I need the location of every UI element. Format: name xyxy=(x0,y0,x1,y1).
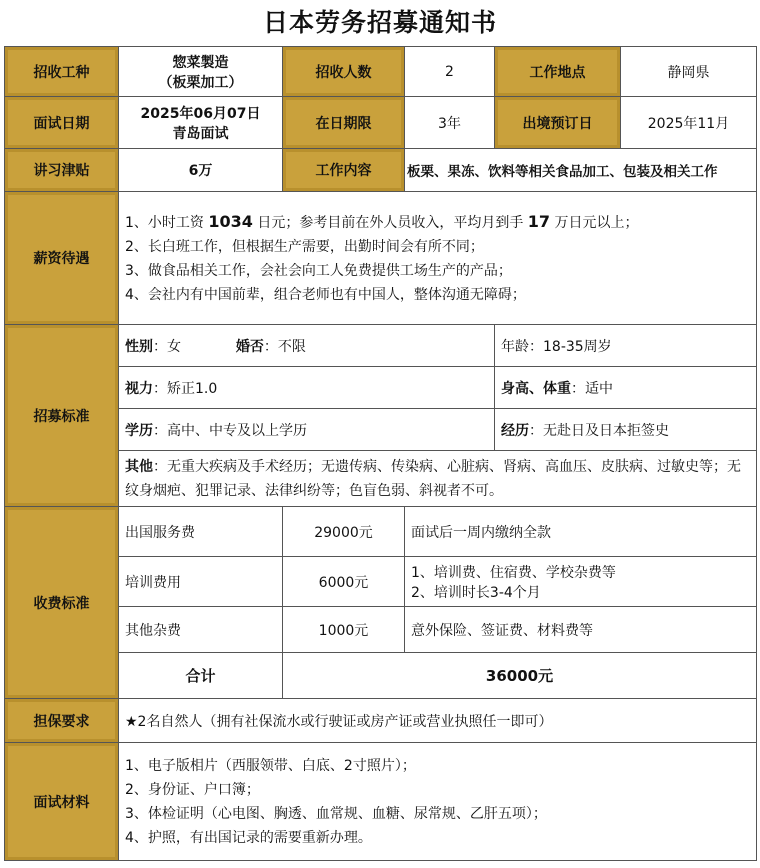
age-cell: 年龄：18-35周岁 xyxy=(495,325,757,367)
vision-cell: 视力：矫正1.0 xyxy=(119,367,495,409)
fee-note: 面试后一周内缴纳全款 xyxy=(405,507,757,557)
job-info-row xyxy=(5,47,757,97)
materials-line-1: 1、电子版相片（西服领带、白底、2寸照片）； xyxy=(125,757,416,774)
materials-list xyxy=(119,743,757,861)
fee-total-value: 36000元 xyxy=(283,653,757,699)
fee-amount: 1000元 xyxy=(283,607,405,653)
gender-marital-cell: 性别：女 婚否：不限 xyxy=(119,325,495,367)
departure-value: 2025年11月 xyxy=(621,97,757,149)
fee-amount: 6000元 xyxy=(283,557,405,607)
salary-line-1: 1、小时工资 1034 日元；参考目前在外人员收入，平均月到手 17 万日元以上； xyxy=(125,211,639,231)
salary-line-2: 2、长白班工作，但根据生产需要，出勤时间会有所不同； xyxy=(125,238,484,255)
fee-amount: 29000元 xyxy=(283,507,405,557)
education-cell: 学历：高中、中专及以上学历 xyxy=(119,409,495,451)
page-title: 日本劳务招募通知书 xyxy=(262,8,497,37)
guarantee-row xyxy=(5,699,757,743)
salary-line-4: 4、会社内有中国前辈，组合老师也有中国人，整体沟通无障碍； xyxy=(125,286,526,303)
materials-row xyxy=(5,743,757,861)
fee-note: 意外保险、签证费、材料费等 xyxy=(405,607,757,653)
work-content-value: 板栗、果冻、饮料等相关食品加工、包装及相关工作 xyxy=(405,149,757,192)
job-type-value xyxy=(119,47,283,97)
other-cell: 其他：无重大疾病及手术经历；无遗传病、传染病、心脏病、肾病、高血压、皮肤病、过敏史等；无纹身烟疤、犯罪记录、法律纠纷等；色盲色弱、斜视者不可。 xyxy=(119,451,757,507)
job-type-line1: 惣菜製造 xyxy=(172,54,229,71)
fee-note-line1: 1、培训费、住宿费、学校杂费等 xyxy=(411,564,616,581)
fees-label: 收费标准 xyxy=(5,507,119,699)
term-label: 在日期限 xyxy=(283,97,405,149)
salary-line-3: 3、做食品相关工作，会社会向工人免费提供工场生产的产品； xyxy=(125,262,512,279)
height-cell: 身高、体重：适中 xyxy=(495,367,757,409)
fee-total-label: 合计 xyxy=(119,653,283,699)
interview-date-line1: 2025年06月07日 xyxy=(140,105,261,122)
headcount-value: 2 xyxy=(405,47,495,97)
interview-date-value xyxy=(119,97,283,149)
allowance-value: 6万 xyxy=(119,149,283,192)
materials-line-2: 2、身份证、户口簿； xyxy=(125,781,260,798)
headcount-label: 招收人数 xyxy=(283,47,405,97)
materials-line-4: 4、护照，有出国记录的需要重新办理。 xyxy=(125,829,372,846)
schedule-row xyxy=(5,97,757,149)
location-value: 静岡県 xyxy=(621,47,757,97)
departure-label: 出境预订日 xyxy=(495,97,621,149)
allowance-label: 讲习津贴 xyxy=(5,149,119,192)
recruitment-form xyxy=(4,46,757,861)
allowance-row xyxy=(5,149,757,192)
fee-name: 培训费用 xyxy=(119,557,283,607)
salary-details xyxy=(119,192,757,325)
salary-row xyxy=(5,192,757,325)
fee-note-line2: 2、培训时长3-4个月 xyxy=(411,584,541,601)
interview-date-line2: 青岛面试 xyxy=(172,125,229,142)
fee-row xyxy=(5,507,757,557)
materials-label: 面试材料 xyxy=(5,743,119,861)
fee-name: 出国服务费 xyxy=(119,507,283,557)
job-type-label: 招收工种 xyxy=(5,47,119,97)
location-label: 工作地点 xyxy=(495,47,621,97)
interview-date-label: 面试日期 xyxy=(5,97,119,149)
fee-note xyxy=(405,557,757,607)
guarantee-text: ★2名自然人（拥有社保流水或行驶证或房产证或营业执照任一即可） xyxy=(119,699,757,743)
requirements-row-1 xyxy=(5,325,757,367)
job-type-line2: （板栗加工） xyxy=(158,74,243,91)
requirements-label: 招募标准 xyxy=(5,325,119,507)
term-value: 3年 xyxy=(405,97,495,149)
materials-line-3: 3、体检证明（心电图、胸透、血常规、血糖、尿常规、乙肝五项）； xyxy=(125,805,547,822)
fee-name: 其他杂费 xyxy=(119,607,283,653)
experience-cell: 经历：无赴日及日本拒签史 xyxy=(495,409,757,451)
guarantee-label: 担保要求 xyxy=(5,699,119,743)
work-content-label: 工作内容 xyxy=(283,149,405,192)
salary-label: 薪资待遇 xyxy=(5,192,119,325)
